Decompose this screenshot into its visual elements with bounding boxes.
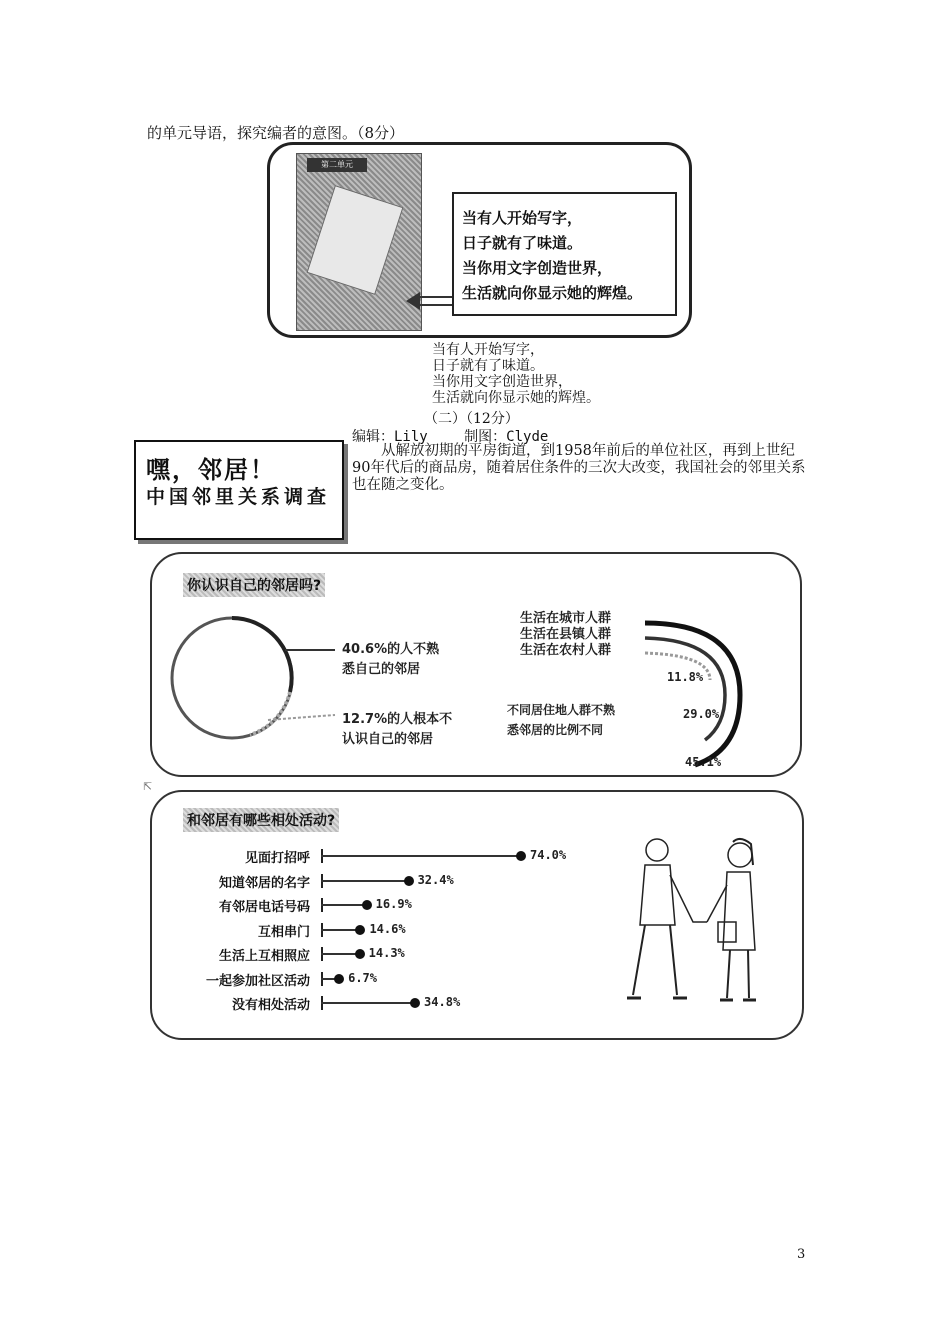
value-rural: 11.8%: [667, 670, 704, 684]
bar-category-label: 一起参加社区活动: [205, 973, 310, 989]
bar-line: [321, 953, 360, 955]
poem-transcription: [432, 342, 600, 406]
bar-line: [321, 880, 409, 882]
arc-legend: [520, 611, 611, 659]
pie-note-1: [342, 640, 439, 680]
bar-category-label: 生活上互相照应: [218, 949, 310, 964]
bar-end-dot: [355, 925, 365, 935]
value-city: 45.1%: [685, 755, 722, 769]
poem-box: [452, 192, 677, 316]
caption-line: 不同居住地人群不熟: [507, 703, 616, 717]
bar-category-label: 知道邻居的名字: [218, 875, 310, 891]
bar-category-label: 有邻居电话号码: [218, 900, 310, 915]
chart1-question: 你认识自己的邻居吗?: [183, 573, 325, 597]
bar-line: [321, 1002, 415, 1004]
arc-caption: [507, 700, 615, 740]
handshake-illustration: [615, 830, 795, 1030]
bar-category-label: 互相串门: [257, 924, 310, 940]
chart-credit: 制图：Clyde: [464, 429, 549, 445]
pie-note-line: 12.7%的人根本不: [342, 712, 453, 727]
bar-value-label: 74.0%: [530, 848, 567, 862]
bar-value-label: 14.3%: [368, 946, 405, 960]
page-number: 3: [797, 1247, 806, 1262]
pie-note-2: [342, 710, 452, 750]
bar-value-label: 6.7%: [348, 970, 377, 985]
title-box: [134, 440, 344, 540]
bar-value-label: 34.8%: [424, 995, 461, 1009]
poem-line: 生活就向你显示她的辉煌。: [432, 390, 600, 406]
legend-city: 生活在城市人群: [520, 611, 612, 626]
bar-value-label: 16.9%: [375, 897, 412, 911]
legend-county: 生活在县镇人群: [520, 627, 612, 642]
bar-line: [321, 904, 367, 906]
caption-line: 悉邻居的比例不同: [507, 723, 604, 737]
bar-end-dot: [410, 998, 420, 1008]
arrow-shaft: [418, 296, 454, 306]
pie-slice-unknown: [250, 692, 290, 735]
bar-category-label: 没有相处活动: [231, 998, 310, 1013]
pie-note-line: 认识自己的邻居: [342, 732, 434, 747]
bar-end-dot: [516, 851, 526, 861]
pie-note-line: 悉自己的邻居: [342, 662, 421, 677]
chart2-question: 和邻居有哪些相处活动?: [183, 808, 339, 832]
bar-end-dot: [355, 949, 365, 959]
activities-bar-chart: [140, 845, 620, 1025]
poem-line: 当有人开始写字，: [432, 342, 544, 358]
bar-end-dot: [334, 974, 344, 984]
pie-slice-unfamiliar: [232, 618, 292, 692]
section-heading: （二）（12分）: [424, 411, 519, 427]
poem-line: 当你用文字创造世界，: [462, 259, 613, 277]
bar-end-dot: [404, 876, 414, 886]
bar-category-label: 见面打招呼: [244, 851, 310, 866]
title-sub: 中国邻里关系调查: [146, 486, 331, 508]
bar-value-label: 14.6%: [369, 921, 406, 936]
poem-line: 生活就向你显示她的辉煌。: [462, 284, 643, 302]
value-county: 29.0%: [683, 707, 720, 721]
chart1-graphics: [150, 600, 800, 780]
cursor-icon: ⇱: [143, 780, 153, 793]
poem-line: 日子就有了味道。: [462, 234, 583, 252]
book-cover-label: 第二单元: [307, 158, 367, 172]
intro-paragraph: 从解放初期的平房街道，到1958年前后的单位社区，再到上世纪90年代后的商品房，随着居住条件的三次大改变，我国社会的邻里关系也在随之变化。: [352, 443, 806, 493]
bar-line: [321, 855, 521, 857]
poem-line: 日子就有了味道。: [432, 358, 544, 374]
poem-line: 当有人开始写字，: [462, 209, 583, 227]
poem-line: 当你用文字创造世界，: [432, 374, 572, 390]
legend-rural: 生活在农村人群: [520, 643, 612, 658]
book-cover-image: [296, 153, 422, 331]
bar-end-dot: [362, 900, 372, 910]
title-main: 嘿，邻居！: [146, 456, 276, 484]
pie-note-line: 40.6%的人不熟: [342, 642, 440, 657]
paper-illustration: [307, 185, 404, 295]
bar-value-label: 32.4%: [417, 872, 454, 887]
intro-text: 的单元导语，探究编者的意图。（8分）: [147, 124, 405, 142]
editor-credit: 编辑：Lily: [352, 429, 428, 445]
